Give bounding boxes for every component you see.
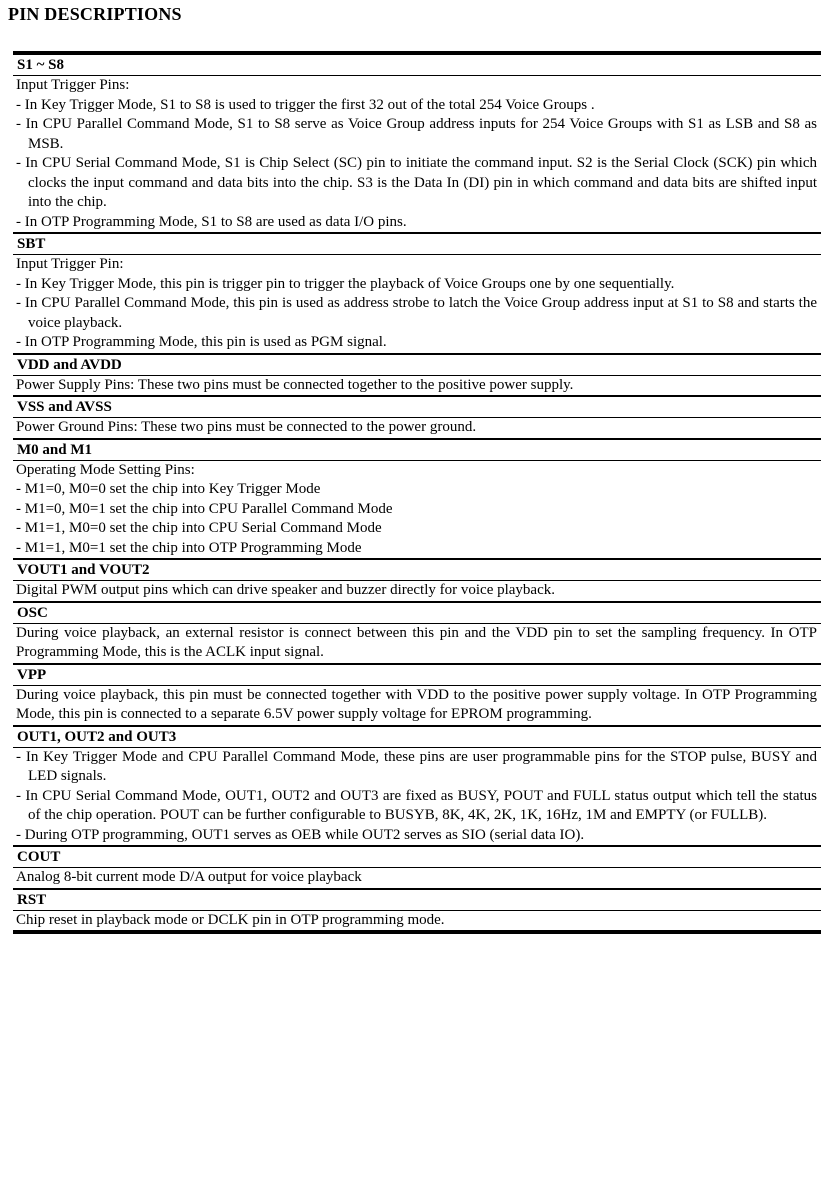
pin-description-text: Power Ground Pins: These two pins must be connected to the power ground.: [16, 419, 477, 435]
pin-description-bullet: - In CPU Parallel Command Mode, this pin is used as address strobe to latch the Voice Group address input at S1 to S8 and starts the voice playback.: [16, 295, 817, 331]
pin-description-body: [13, 686, 821, 725]
pin-name-heading: OSC: [13, 603, 821, 624]
pin-description-text: Power Supply Pins: These two pins must be connected together to the positive power supply.: [16, 376, 574, 393]
pin-description-text: Chip reset in playback mode or DCLK pin in OTP programming mode.: [16, 911, 445, 928]
pin-name-heading: COUT: [13, 847, 821, 868]
pin-name-heading: RST: [13, 890, 821, 911]
pin-description-table: [13, 51, 821, 934]
pin-name-heading: OUT1, OUT2 and OUT3: [13, 727, 821, 748]
pin-description-bullet: - In Key Trigger Mode, S1 to S8 is used to trigger the first 32 out of the total 254 Voice Groups .: [16, 96, 595, 113]
pin-description-bullet: - In CPU Parallel Command Mode, S1 to S8 serve as Voice Group address inputs for 254 Voice Groups with S1 as LSB and S8 as MSB.: [16, 116, 817, 152]
pin-description-body: [13, 255, 821, 353]
pin-section: [13, 603, 821, 665]
pin-section: [13, 665, 821, 727]
pin-description-body: [13, 748, 821, 846]
pin-description-body: [13, 76, 821, 232]
pin-name-heading: VPP: [13, 665, 821, 686]
pin-name-heading: VSS and AVSS: [13, 397, 821, 418]
pin-section: [13, 55, 821, 234]
pin-name-heading: S1 ~ S8: [13, 55, 821, 76]
pin-description-text: Input Trigger Pins:: [16, 77, 130, 93]
pin-description-bullet: - In Key Trigger Mode and CPU Parallel Command Mode, these pins are user programmable pins for the STOP pulse, BUSY and LED signals.: [16, 748, 817, 784]
pin-description-text: Digital PWM output pins which can drive speaker and buzzer directly for voice playback.: [16, 582, 555, 598]
pin-name-heading: VDD and AVDD: [13, 355, 821, 376]
pin-description-body: [13, 418, 821, 438]
pin-section: [13, 890, 821, 931]
pin-description-body: [13, 624, 821, 663]
pin-description-text: During voice playback, an external resistor is connect between this pin and the VDD pin to set the sampling frequency. In OTP Programming Mode, this is the ACLK input signal.: [16, 624, 817, 660]
pin-description-bullet: - In CPU Serial Command Mode, S1 is Chip Select (SC) pin to initiate the command input. S2 is the Serial Clock (SCK) pin which clocks the input command and data bits into the chip. S3 is the Data In (DI) pin in which command and data bits are shifted input into the chip.: [16, 155, 817, 210]
pin-description-bullet: - During OTP programming, OUT1 serves as OEB while OUT2 serves as SIO (serial data IO).: [16, 826, 585, 843]
pin-description-bullet: - In OTP Programming Mode, S1 to S8 are used as data I/O pins.: [16, 213, 407, 230]
pin-description-text: During voice playback, this pin must be connected together with VDD to the positive power supply voltage. In OTP Programming Mode, this pin is connected to a separate 6.5V power supply voltage for EPROM programming.: [16, 686, 817, 722]
pin-name-heading: SBT: [13, 234, 821, 255]
pin-description-bullet: - M1=1, M0=1 set the chip into OTP Programming Mode: [16, 539, 362, 556]
pin-section: [13, 727, 821, 848]
page-title: PIN DESCRIPTIONS: [8, 4, 182, 24]
pin-description-body: [13, 376, 821, 396]
pin-section: [13, 234, 821, 355]
pin-description-bullet: - M1=0, M0=1 set the chip into CPU Parallel Command Mode: [16, 500, 393, 517]
pin-description-body: [13, 581, 821, 601]
pin-description-body: [13, 911, 821, 931]
pin-description-bullet: - M1=1, M0=0 set the chip into CPU Serial Command Mode: [16, 520, 382, 536]
pin-name-heading: M0 and M1: [13, 440, 821, 461]
pin-section: [13, 355, 821, 398]
pin-description-text: Analog 8-bit current mode D/A output for voice playback: [16, 869, 362, 885]
pin-description-body: [13, 868, 821, 888]
pin-section: [13, 847, 821, 890]
pin-section: [13, 560, 821, 603]
pin-description-bullet: - In Key Trigger Mode, this pin is trigger pin to trigger the playback of Voice Groups one by one sequentially.: [16, 275, 675, 292]
pin-section: [13, 397, 821, 440]
pin-description-body: [13, 461, 821, 559]
pin-section: [13, 440, 821, 561]
pin-description-bullet: - In CPU Serial Command Mode, OUT1, OUT2 and OUT3 are fixed as BUSY, POUT and FULL status output which tell the status of the chip operation. POUT can be further configurable to BUSYB, 8K, 4K, 2K, 1K, 16Hz, 1M and EMPTY (or FULLB).: [16, 787, 817, 823]
pin-description-text: Input Trigger Pin:: [16, 256, 124, 272]
pin-description-text: Operating Mode Setting Pins:: [16, 461, 195, 478]
pin-description-bullet: - M1=0, M0=0 set the chip into Key Trigger Mode: [16, 481, 321, 497]
pin-description-bullet: - In OTP Programming Mode, this pin is used as PGM signal.: [16, 334, 387, 350]
pin-name-heading: VOUT1 and VOUT2: [13, 560, 821, 581]
